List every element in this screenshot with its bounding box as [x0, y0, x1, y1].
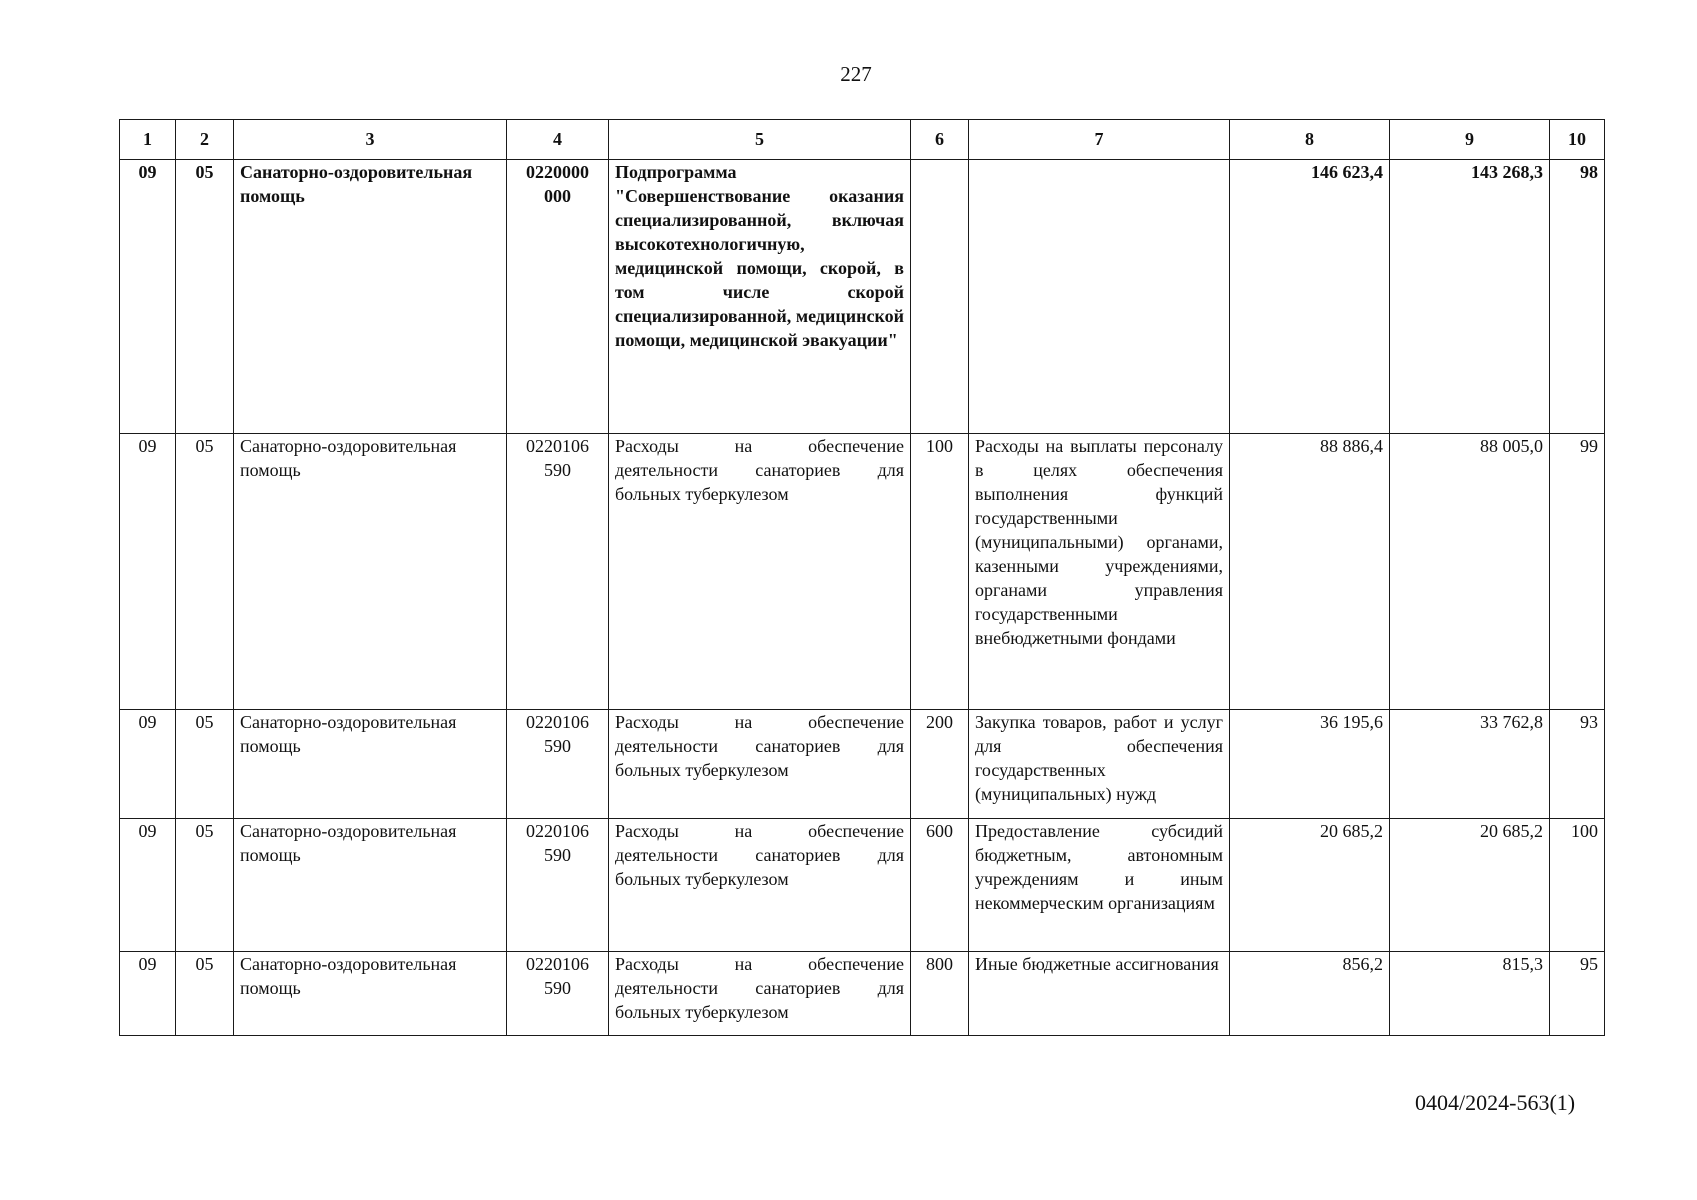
table-row	[120, 952, 1605, 1036]
planned-amount: 36 195,6	[1230, 710, 1390, 819]
column-header: 4	[507, 120, 609, 160]
target-article-name: Расходы на обеспечение деятельности санаториев для больных туберкулезом	[609, 819, 911, 952]
actual-amount: 815,3	[1390, 952, 1550, 1036]
expense-type-name: Закупка товаров, работ и услуг для обеспечения государственных (муниципальных) нужд	[969, 710, 1230, 819]
target-article-name: Расходы на обеспечение деятельности санаториев для больных туберкулезом	[609, 952, 911, 1036]
execution-percent: 99	[1550, 434, 1605, 710]
planned-amount: 20 685,2	[1230, 819, 1390, 952]
execution-percent: 100	[1550, 819, 1605, 952]
target-article-code: 0220106 590	[507, 952, 609, 1036]
section-code: 09	[120, 710, 176, 819]
expense-type-code: 100	[911, 434, 969, 710]
subsection-name: Санаторно-оздоровительная помощь	[234, 710, 507, 819]
expense-type-code	[911, 160, 969, 434]
subsection-code: 05	[176, 434, 234, 710]
table-header	[120, 120, 1605, 160]
column-header: 3	[234, 120, 507, 160]
column-header: 9	[1390, 120, 1550, 160]
subsection-name: Санаторно-оздоровительная помощь	[234, 952, 507, 1036]
column-header: 7	[969, 120, 1230, 160]
column-header: 2	[176, 120, 234, 160]
target-article-code: 0220106 590	[507, 819, 609, 952]
expense-type-name: Предоставление субсидий бюджетным, автономным учреждениям и иным некоммерческим организациям	[969, 819, 1230, 952]
target-article-code: 0220000 000	[507, 160, 609, 434]
section-code: 09	[120, 952, 176, 1036]
subsection-code: 05	[176, 160, 234, 434]
planned-amount: 146 623,4	[1230, 160, 1390, 434]
execution-percent: 93	[1550, 710, 1605, 819]
target-article-code: 0220106 590	[507, 710, 609, 819]
section-code: 09	[120, 819, 176, 952]
subsection-name: Санаторно-оздоровительная помощь	[234, 434, 507, 710]
column-header: 5	[609, 120, 911, 160]
subsection-name: Санаторно-оздоровительная помощь	[234, 160, 507, 434]
page-number: 227	[840, 62, 872, 86]
table-row	[120, 819, 1605, 952]
target-article-name: Подпрограмма "Совершенствование оказания специализированной, включая высокотехнологичную, медицинской помощи, скорой, в том числе скорой специализированной, медицинской помощи, медицинской эвакуации"	[609, 160, 911, 434]
subsection-name: Санаторно-оздоровительная помощь	[234, 819, 507, 952]
column-header: 8	[1230, 120, 1390, 160]
expense-type-code: 600	[911, 819, 969, 952]
column-header: 10	[1550, 120, 1605, 160]
execution-percent: 98	[1550, 160, 1605, 434]
expense-type-name: Расходы на выплаты персоналу в целях обеспечения выполнения функций государственными (муниципальными) органами, казенными учреждениями, органами управления государственными внебюджетными фондами	[969, 434, 1230, 710]
target-article-code: 0220106 590	[507, 434, 609, 710]
table-row	[120, 710, 1605, 819]
subsection-code: 05	[176, 710, 234, 819]
actual-amount: 88 005,0	[1390, 434, 1550, 710]
expense-type-code: 800	[911, 952, 969, 1036]
planned-amount: 856,2	[1230, 952, 1390, 1036]
section-code: 09	[120, 434, 176, 710]
expense-type-code: 200	[911, 710, 969, 819]
table-row	[120, 434, 1605, 710]
actual-amount: 33 762,8	[1390, 710, 1550, 819]
document-code: 0404/2024-563(1)	[1415, 1090, 1576, 1115]
actual-amount: 143 268,3	[1390, 160, 1550, 434]
target-article-name: Расходы на обеспечение деятельности санаториев для больных туберкулезом	[609, 434, 911, 710]
target-article-name: Расходы на обеспечение деятельности санаториев для больных туберкулезом	[609, 710, 911, 819]
budget-table	[119, 119, 1605, 1036]
expense-type-name: Иные бюджетные ассигнования	[969, 952, 1230, 1036]
subsection-code: 05	[176, 952, 234, 1036]
execution-percent: 95	[1550, 952, 1605, 1036]
column-header: 6	[911, 120, 969, 160]
actual-amount: 20 685,2	[1390, 819, 1550, 952]
section-code: 09	[120, 160, 176, 434]
column-header: 1	[120, 120, 176, 160]
planned-amount: 88 886,4	[1230, 434, 1390, 710]
subsection-code: 05	[176, 819, 234, 952]
table-row	[120, 160, 1605, 434]
expense-type-name	[969, 160, 1230, 434]
